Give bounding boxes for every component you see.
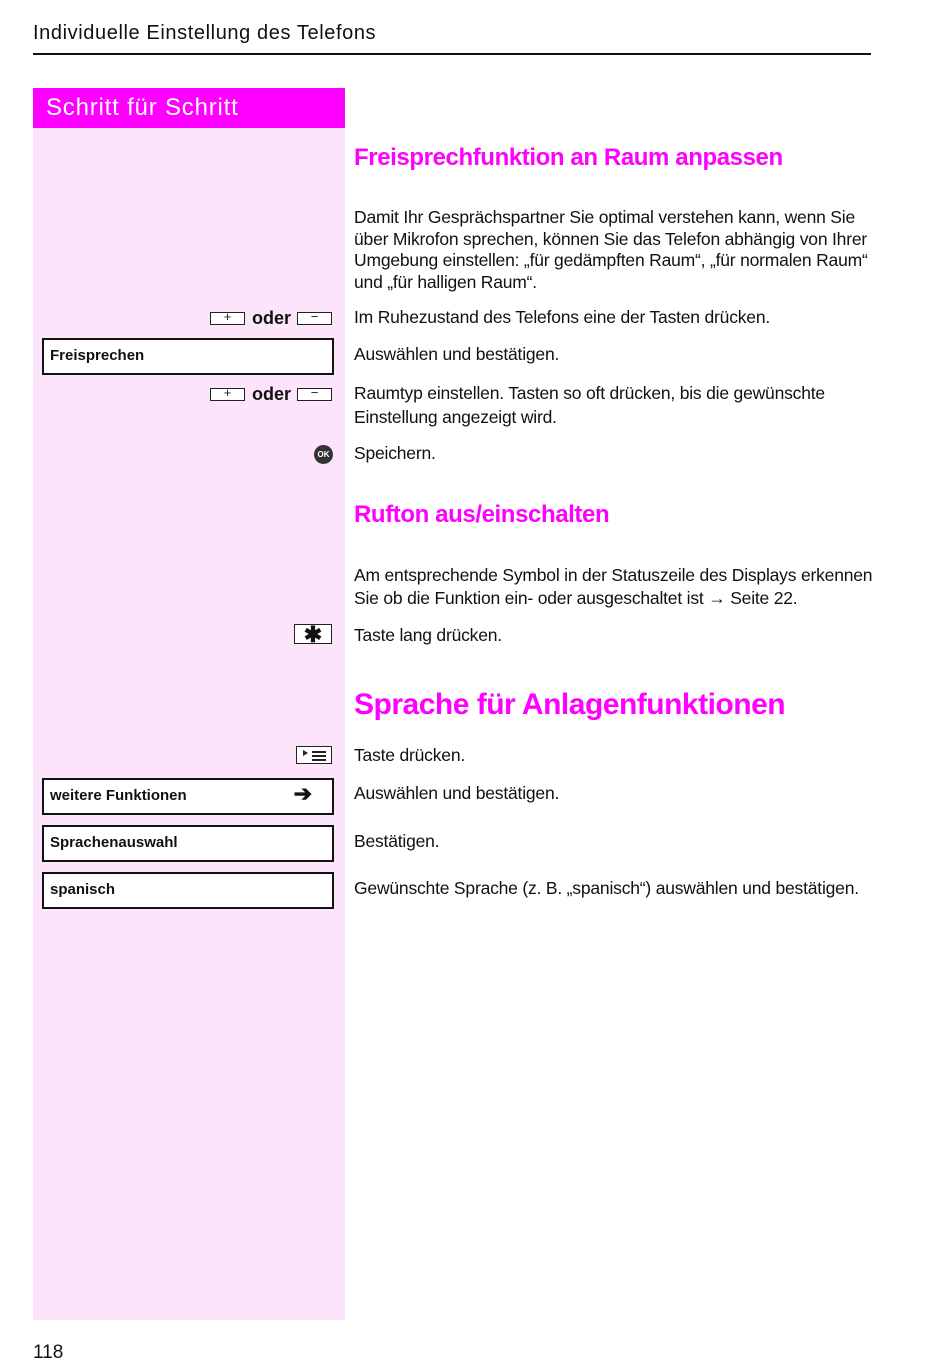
page-number: 118	[33, 1342, 64, 1363]
rufton-intro: Am entsprechende Symbol in der Statuszeile des Displays erkennen Sie ob die Funktion ein- oder ausgeschaltet ist → Seite 22.	[354, 565, 873, 608]
display-weitere-funktionen[interactable]	[42, 778, 334, 815]
plus-minus-keys-1	[210, 308, 332, 329]
sprache-step-2: Auswählen und bestätigen.	[354, 783, 560, 803]
display-label: spanisch	[50, 881, 116, 898]
freisprech-intro: Damit Ihr Gesprächspartner Sie optimal verstehen kann, wenn Sie über Mikrofon sprechen, können Sie das Telefon abhängig von Ihrer Umgebung einstellen: „für gedämpften Raum“, „für normalen Raum“ und „für halligen Raum“.	[354, 207, 868, 292]
display-freisprechen[interactable]	[42, 338, 334, 375]
display-label: Sprachenauswahl	[50, 834, 178, 851]
sprache-step-4: Gewünschte Sprache (z. B. „spanisch“) auswählen und bestätigen.	[354, 878, 859, 898]
plus-key[interactable]: +	[210, 388, 245, 401]
display-sprachenauswahl[interactable]	[42, 825, 334, 862]
page-header-title: Individuelle Einstellung des Telefons	[33, 22, 377, 44]
freisprech-step-2: Auswählen und bestätigen.	[354, 344, 560, 364]
freisprech-step-4: Speichern.	[354, 443, 436, 463]
section-title-freisprech: Freisprechfunktion an Raum anpassen	[354, 144, 783, 171]
step-banner	[33, 88, 345, 128]
minus-key[interactable]: −	[297, 388, 332, 401]
sprache-step-3: Bestätigen.	[354, 831, 440, 851]
plus-key[interactable]: +	[210, 312, 245, 325]
oder-label: oder	[251, 308, 291, 328]
oder-label: oder	[251, 384, 291, 404]
ok-key-icon[interactable]: OK	[314, 445, 333, 464]
menu-key-icon[interactable]	[296, 746, 332, 764]
display-label: weitere Funktionen	[50, 787, 187, 804]
section-title-rufton: Rufton aus/einschalten	[354, 501, 610, 528]
display-spanisch[interactable]	[42, 872, 334, 909]
display-label: Freisprechen	[50, 347, 145, 364]
plus-minus-keys-2	[210, 384, 332, 405]
arrow-right-icon: ➔	[293, 781, 312, 806]
header-divider	[33, 53, 871, 55]
section-title-sprache: Sprache für Anlagenfunktionen	[354, 688, 786, 721]
rufton-step-1: Taste lang drücken.	[354, 625, 502, 645]
step-column	[33, 88, 345, 1320]
step-banner-label: Schritt für Schritt	[46, 94, 239, 121]
minus-key[interactable]: −	[297, 312, 332, 325]
freisprech-step-3: Raumtyp einstellen. Tasten so oft drücken, bis die gewünschte Einstellung angezeigt wird.	[354, 383, 825, 427]
star-key-icon[interactable]: ✱	[294, 624, 332, 644]
sprache-step-1: Taste drücken.	[354, 745, 466, 765]
freisprech-step-1: Im Ruhezustand des Telefons eine der Tasten drücken.	[354, 307, 771, 327]
